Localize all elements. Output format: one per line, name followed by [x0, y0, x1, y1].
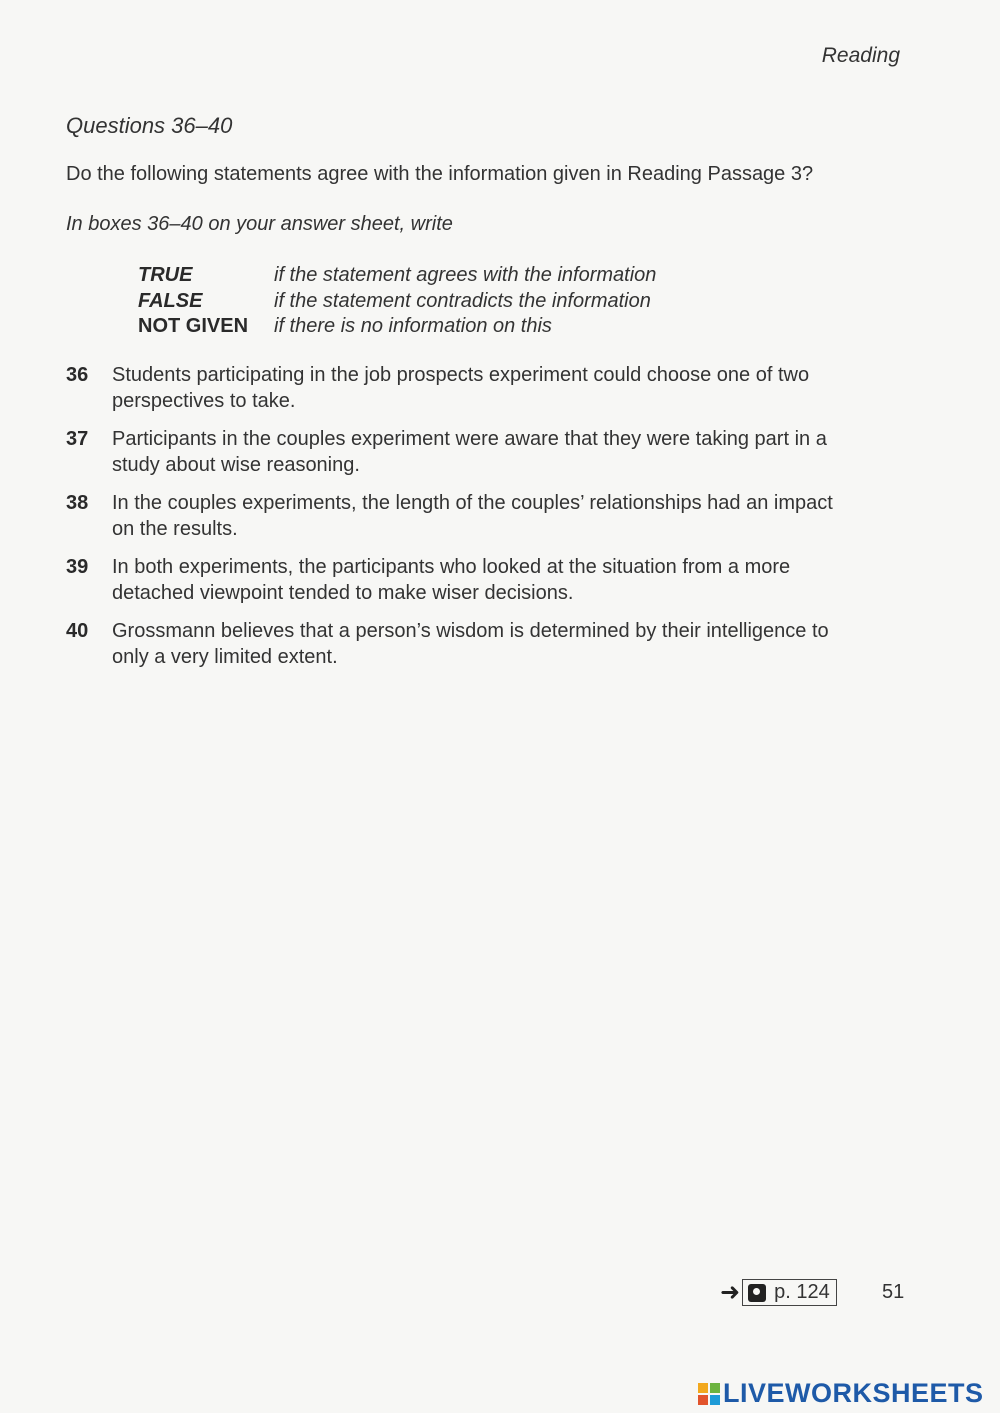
question-text [112, 363, 809, 414]
question-line: Participants in the couples experiment were aware that they were taking part in a [112, 428, 827, 450]
legend-term: TRUE [138, 264, 193, 286]
section-header: Reading [821, 44, 900, 67]
question-line: study about wise reasoning. [112, 453, 360, 476]
logo-square [710, 1383, 720, 1393]
legend-description: if there is no information on this [274, 315, 552, 337]
answer-key-icon [748, 1284, 766, 1302]
answer-key-legend [138, 263, 656, 340]
question-text [112, 491, 833, 542]
page-number: 51 [882, 1281, 905, 1303]
legend-row-true [138, 263, 656, 289]
watermark-text: LIVEWORKSHEETS [723, 1378, 984, 1408]
answer-page-ref: p. 124 [774, 1281, 830, 1303]
liveworksheets-logo-icon [698, 1383, 720, 1405]
question-36 [66, 363, 896, 414]
question-number: 36 [66, 364, 89, 386]
question-number: 38 [66, 492, 89, 514]
legend-row-false [138, 289, 656, 315]
instruction-text: Do the following statements agree with the information given in Reading Passage 3? [66, 163, 814, 185]
question-line: on the results. [112, 517, 238, 540]
legend-term: NOT GIVEN [138, 315, 249, 337]
questions-heading: Questions 36–40 [66, 113, 233, 138]
answer-reference-box [742, 1279, 837, 1306]
question-37 [66, 427, 896, 478]
question-line: Students participating in the job prospects experiment could choose one of two [112, 364, 810, 386]
arrow-right-icon: ➜ [720, 1279, 741, 1306]
question-number: 39 [66, 556, 89, 578]
logo-square [698, 1395, 708, 1405]
logo-square [698, 1383, 708, 1393]
question-line: In the couples experiments, the length of the couples’ relationships had an impact [112, 492, 833, 514]
question-38 [66, 491, 896, 542]
question-line: only a very limited extent. [112, 645, 338, 668]
question-list [66, 363, 896, 683]
question-number: 40 [66, 620, 89, 642]
question-40 [66, 619, 896, 670]
question-text [112, 427, 827, 478]
question-line: detached viewpoint tended to make wiser decisions. [112, 581, 574, 604]
legend-row-not-given [138, 314, 656, 340]
question-line: Grossmann believes that a person’s wisdom is determined by their intelligence to [112, 620, 829, 642]
legend-term: FALSE [138, 289, 203, 312]
logo-square [710, 1395, 720, 1405]
question-line: In both experiments, the participants who looked at the situation from a more [112, 556, 791, 578]
liveworksheets-watermark [698, 1378, 984, 1409]
legend-description: if the statement contradicts the information [274, 289, 651, 312]
question-line: perspectives to take. [112, 389, 296, 412]
answer-reference [720, 1278, 837, 1307]
question-number: 37 [66, 428, 89, 450]
question-text [112, 555, 790, 606]
sub-instruction-text: In boxes 36–40 on your answer sheet, write [66, 213, 453, 235]
question-text [112, 619, 829, 670]
legend-description: if the statement agrees with the information [274, 264, 657, 286]
question-39 [66, 555, 896, 606]
